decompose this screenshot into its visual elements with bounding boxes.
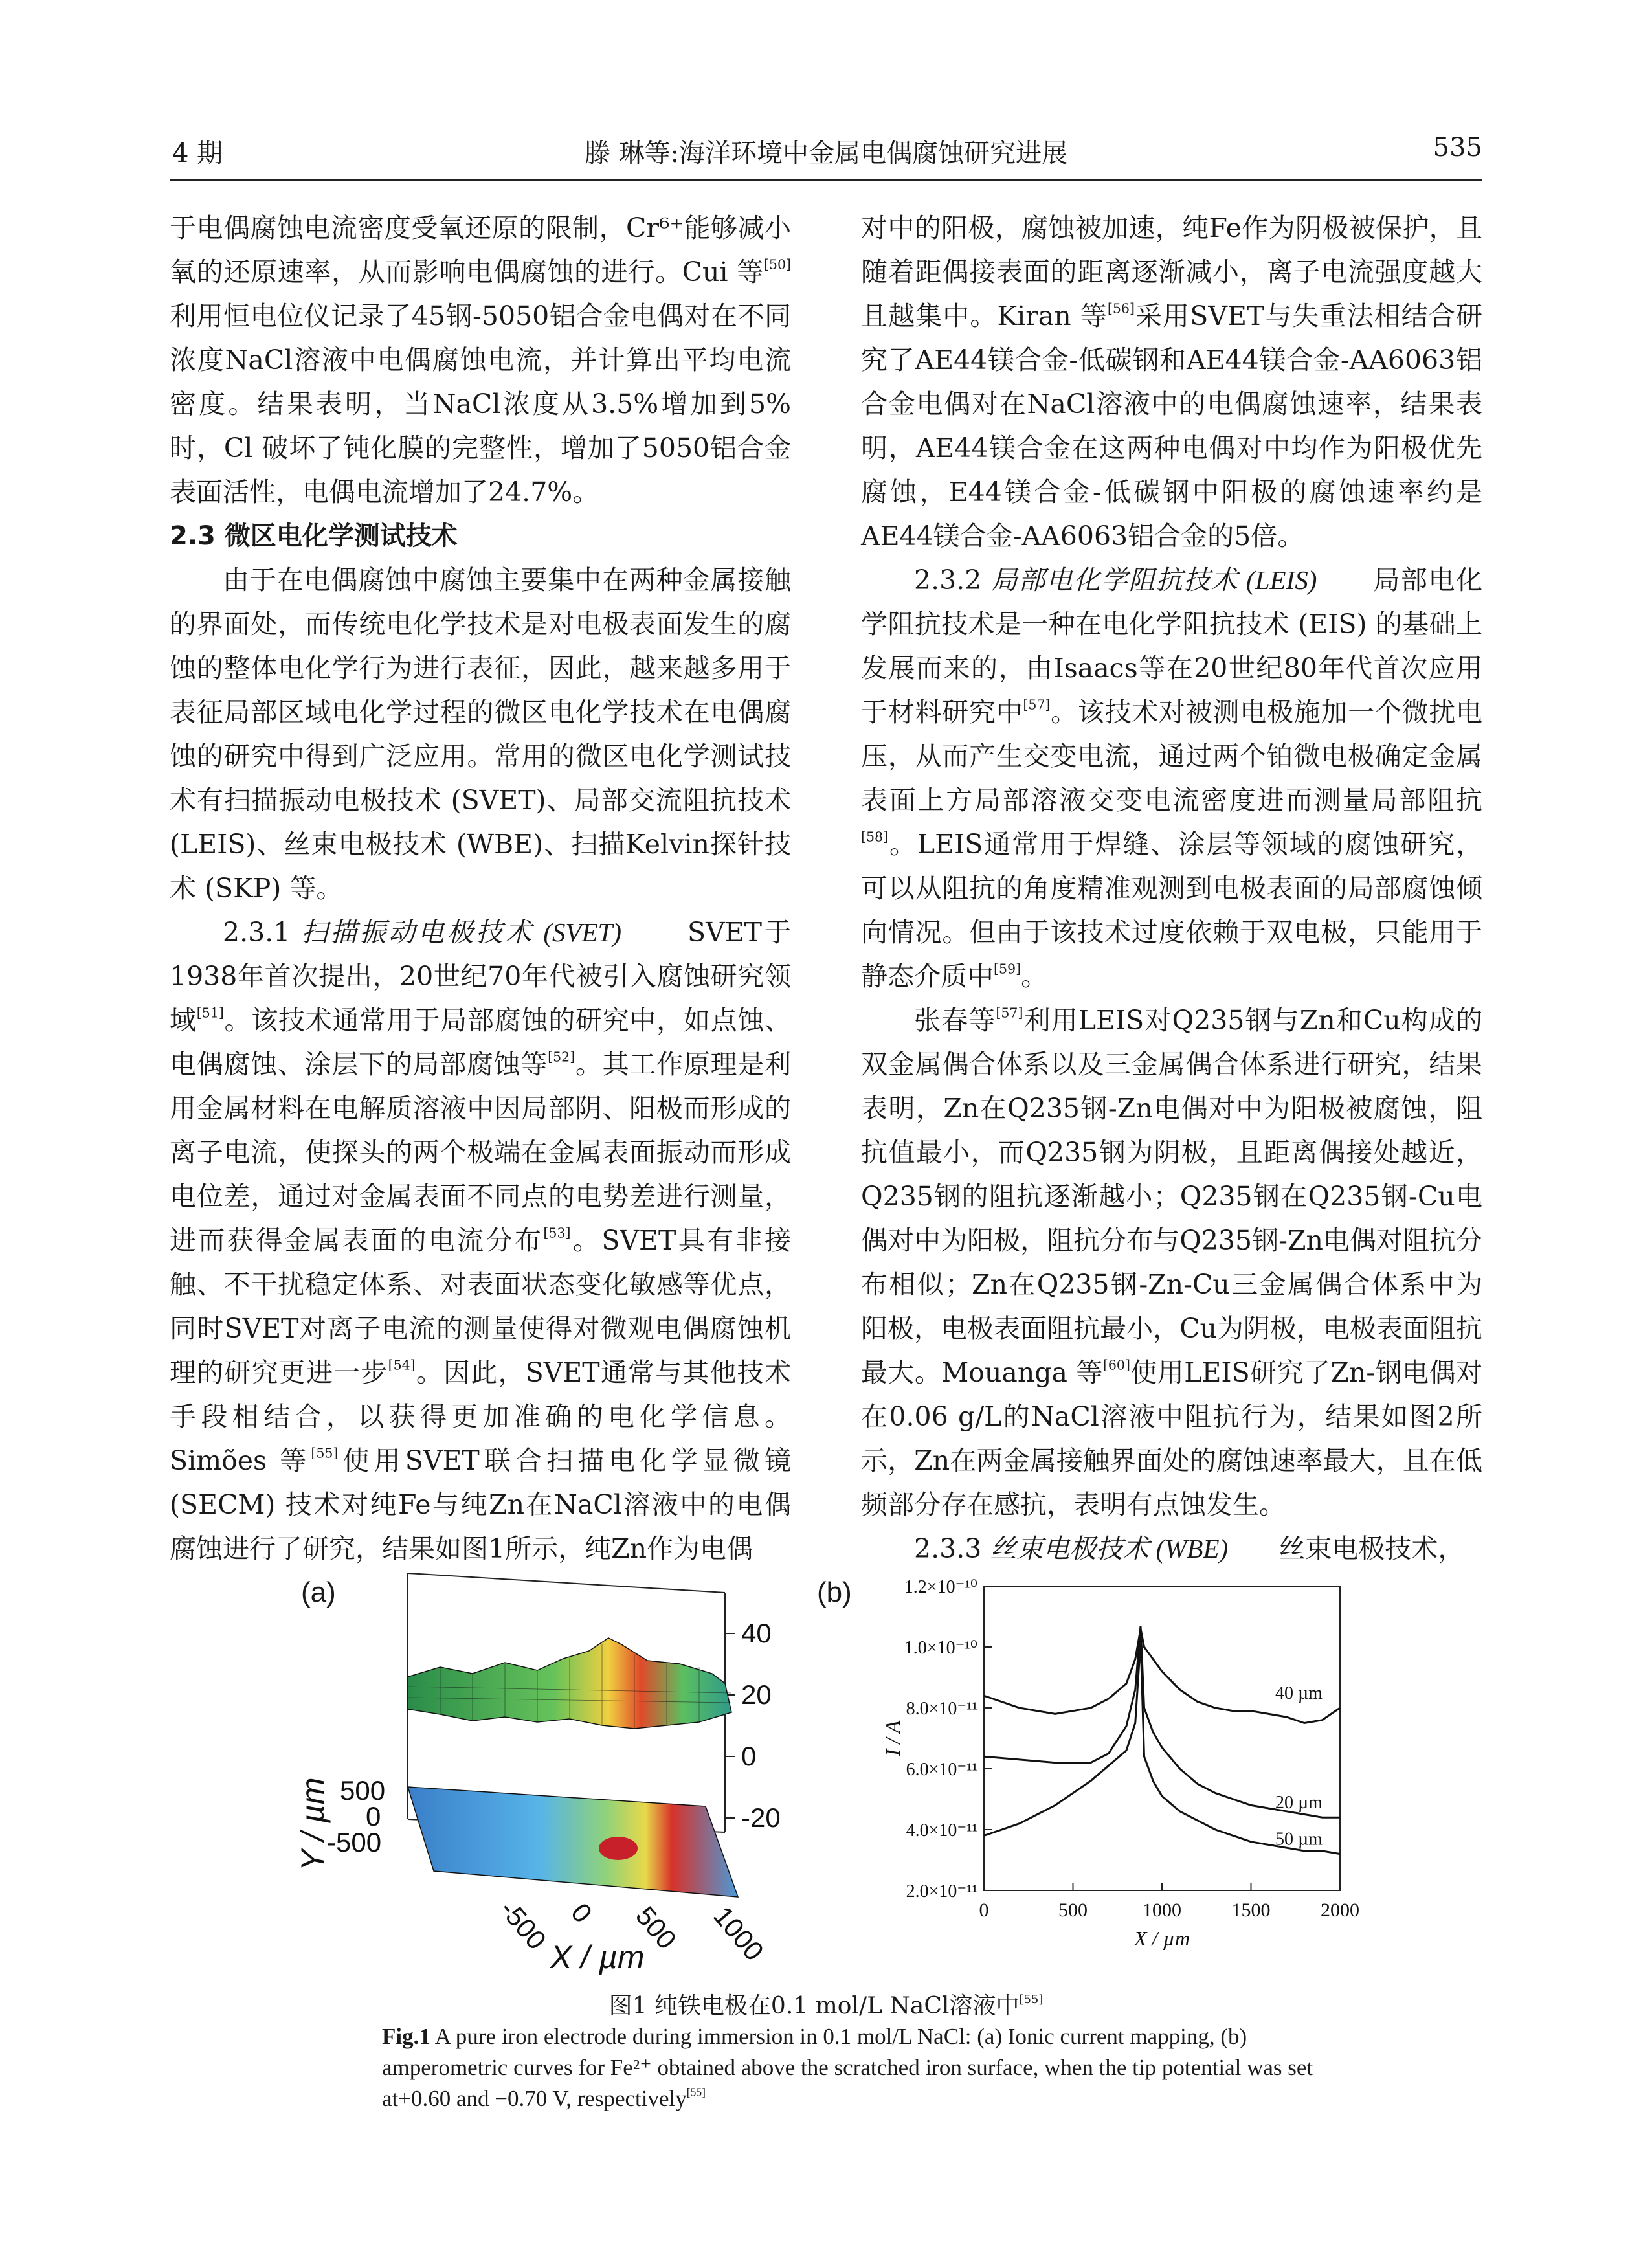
running-title: 滕 琳等:海洋环境中金属电偶腐蚀研究进展 [584, 139, 1068, 168]
panel-a-surface-plot [285, 1547, 803, 1981]
panel-b-line-chart [842, 1554, 1359, 1975]
subsection-title: 扫描振动电极技术 (SVET) [301, 917, 622, 947]
y-tick-label: 6.0×10⁻¹¹ [906, 1760, 977, 1780]
x-tick-label: 0 [979, 1900, 989, 1921]
z-tick-label: 20 [741, 1679, 772, 1710]
z-tick-label: 40 [741, 1618, 772, 1648]
subsection-title: 局部电化学阻抗技术 (LEIS) [990, 565, 1317, 595]
y-axis-label: I / A [881, 1720, 904, 1756]
right-column [861, 206, 1482, 1571]
x-tick-label: 1000 [1143, 1900, 1181, 1921]
paragraph: 对中的阳极，腐蚀被加速，纯Fe作为阴极被保护，且随着距偶接表面的距离逐渐减小，离子电流强度越大且越集中。Kiran 等[56]采用SVET与失重法相结合研究了AE44镁合金-低碳钢和AE44镁合金-AA6063铝合金电偶对在NaCl溶液中的电偶腐蚀速率，结果表明，AE44镁合金在这两种电偶对中均作为阳极优先腐蚀，E44镁合金-低碳钢中阳极的腐蚀速率约是AE44镁合金-AA6063铝合金的5倍。 [861, 212, 1482, 552]
y-tick-label: 500 [340, 1775, 386, 1806]
y-tick-label: 1.0×10⁻¹⁰ [904, 1638, 977, 1658]
panel-b-label: (b) [817, 1576, 852, 1608]
paragraph: 张春等[57]利用LEIS对Q235钢与Zn和Cu构成的双金属偶合体系以及三金属偶合体系进行研究，结果表明，Zn在Q235钢-Zn电偶对中为阳极被腐蚀，阻抗值最小，而Q235钢为阴极，且距离偶接处越近，Q235钢的阻抗逐渐越小；Q235钢在Q235钢-Cu电偶对中为阳极，阻抗分布与Q235钢-Zn电偶对阻抗分布相似；Zn在Q235钢-Zn-Cu三金属偶合体系中为阳极，电极表面阻抗最小，Cu为阴极，电极表面阻抗最大。Mouanga 等[60]使用LEIS研究了Zn-钢电偶对在0.06 g/L的NaCl溶液中阻抗行为，结果如图2所示，Zn在两金属接触界面处的腐蚀速率最大，且在低频部分存在感抗，表明有点蚀发生。 [861, 1005, 1483, 1520]
y-tick-label: 0 [366, 1801, 381, 1832]
series-label: 20 µm [1275, 1793, 1323, 1813]
box-edge [408, 1573, 725, 1593]
issue-number: 4 期 [172, 139, 223, 168]
left-column [170, 206, 791, 1571]
x-tick-label: 2000 [1321, 1900, 1359, 1921]
series-label: 40 µm [1275, 1683, 1323, 1703]
y-tick-label: 1.2×10⁻¹⁰ [904, 1577, 977, 1597]
x-tick-label: 0 [565, 1897, 599, 1929]
x-tick-label: -500 [494, 1894, 553, 1956]
paragraph: 2.3.3 丝束电极技术 (WBE) 丝束电极技术， [914, 1533, 1465, 1564]
page-number: 535 [1433, 133, 1482, 163]
y-axis-label: Y / µm [295, 1777, 331, 1871]
y-tick-label: -500 [327, 1827, 382, 1857]
subsection-title: 丝束电极技术 (WBE) [990, 1534, 1229, 1564]
x-tick-label: 500 [630, 1900, 683, 1955]
panel-a-label: (a) [301, 1576, 336, 1608]
paragraph: 由于在电偶腐蚀中腐蚀主要集中在两种金属接触的界面处，而传统电化学技术是对电极表面发生的腐蚀的整体电化学行为进行表征，因此，越来越多用于表征局部区域电化学过程的微区电化学技术在电偶腐蚀的研究中得到广泛应用。常用的微区电化学测试技术有扫描振动电极技术 (SVET)、局部交流阻抗技术 (LEIS)、丝束电极技术 (WBE)、扫描Kelvin探针技术 (SKP) 等。 [170, 565, 791, 904]
series-line [984, 1626, 1340, 1817]
y-tick-label: 4.0×10⁻¹¹ [906, 1821, 977, 1841]
figure-caption-cn: 图1 纯铁电极在0.1 mol/L NaCl溶液中[55] [608, 1992, 1044, 2019]
hotspot [599, 1837, 638, 1860]
paragraph: 2.3.2 局部电化学阻抗技术 (LEIS) 局部电化学阻抗技术是一种在电化学阻抗技术 (EIS) 的基础上发展而来的，由Isaacs等在20世纪80年代首次应用于材料研究中[57]。该技术对被测电极施加一个微扰电压，从而产生交变电流，通过两个铂微电极确定金属表面上方局部溶液交变电流密度进而测量局部阻抗[58]。LEIS通常用于焊缝、涂层等领域的腐蚀研究，可以从阻抗的角度精准观测到电极表面的局部腐蚀倾向情况。但由于该技术过度依赖于双电极，只能用于静态介质中[59]。 [861, 565, 1483, 992]
x-axis-label: X / µm [1134, 1927, 1190, 1950]
x-tick-label: 1000 [708, 1900, 770, 1967]
header-rule [170, 179, 1482, 181]
z-tick-label: -20 [741, 1802, 781, 1833]
x-tick-label: 1500 [1231, 1900, 1271, 1921]
x-tick-label: 500 [1058, 1900, 1088, 1921]
series-label: 50 µm [1275, 1829, 1323, 1850]
figure-caption-en: Fig.1 A pure iron electrode during immersion in 0.1 mol/L NaCl: (a) Ionic current mapping, (b) amperometric curves for Fe²⁺ obtained above the scratched iron surface, when the tip potential was set at+0.60 and −0.70 V, respectively[55] [382, 2024, 1313, 2111]
series-line [984, 1629, 1340, 1723]
y-tick-label: 8.0×10⁻¹¹ [906, 1699, 977, 1719]
section-heading: 2.3 微区电化学测试技术 [170, 521, 458, 551]
contour-map [408, 1787, 738, 1897]
paragraph: 2.3.1 扫描振动电极技术 (SVET) SVET于1938年首次提出，20世纪70年代被引入腐蚀研究领域[51]。该技术通常用于局部腐蚀的研究中，如点蚀、电偶腐蚀、涂层下的局部腐蚀等[52]。其工作原理是利用金属材料在电解质溶液中因局部阴、阳极而形成的离子电流，使探头的两个极端在金属表面振动而形成电位差，通过对金属表面不同点的电势差进行测量，进而获得金属表面的电流分布[53]。SVET具有非接触、不干扰稳定体系、对表面状态变化敏感等优点，同时SVET对离子电流的测量使得对微观电偶腐蚀机理的研究更进一步[54]。因此，SVET通常与其他技术手段相结合，以获得更加准确的电化学信息。Simões 等[55]使用SVET联合扫描电化学显微镜 (SECM) 技术对纯Fe与纯Zn在NaCl溶液中的电偶腐蚀进行了研究，结果如图1所示，纯Zn作为电偶 [170, 917, 792, 1564]
y-tick-label: 2.0×10⁻¹¹ [906, 1881, 977, 1901]
x-axis-label: X / µm [550, 1939, 645, 1975]
paragraph: 于电偶腐蚀电流密度受氧还原的限制，Cr⁶⁺能够减小氧的还原速率，从而影响电偶腐蚀的进行。Cui 等[50]利用恒电位仪记录了45钢-5050铝合金电偶对在不同浓度NaCl溶液中电偶腐蚀电流，并计算出平均电流密度。结果表明，当NaCl浓度从3.5%增加到5%时，Cl 破坏了钝化膜的完整性，增加了5050铝合金表面活性，电偶电流增加了24.7%。 [170, 212, 791, 508]
z-tick-label: 0 [741, 1741, 757, 1771]
